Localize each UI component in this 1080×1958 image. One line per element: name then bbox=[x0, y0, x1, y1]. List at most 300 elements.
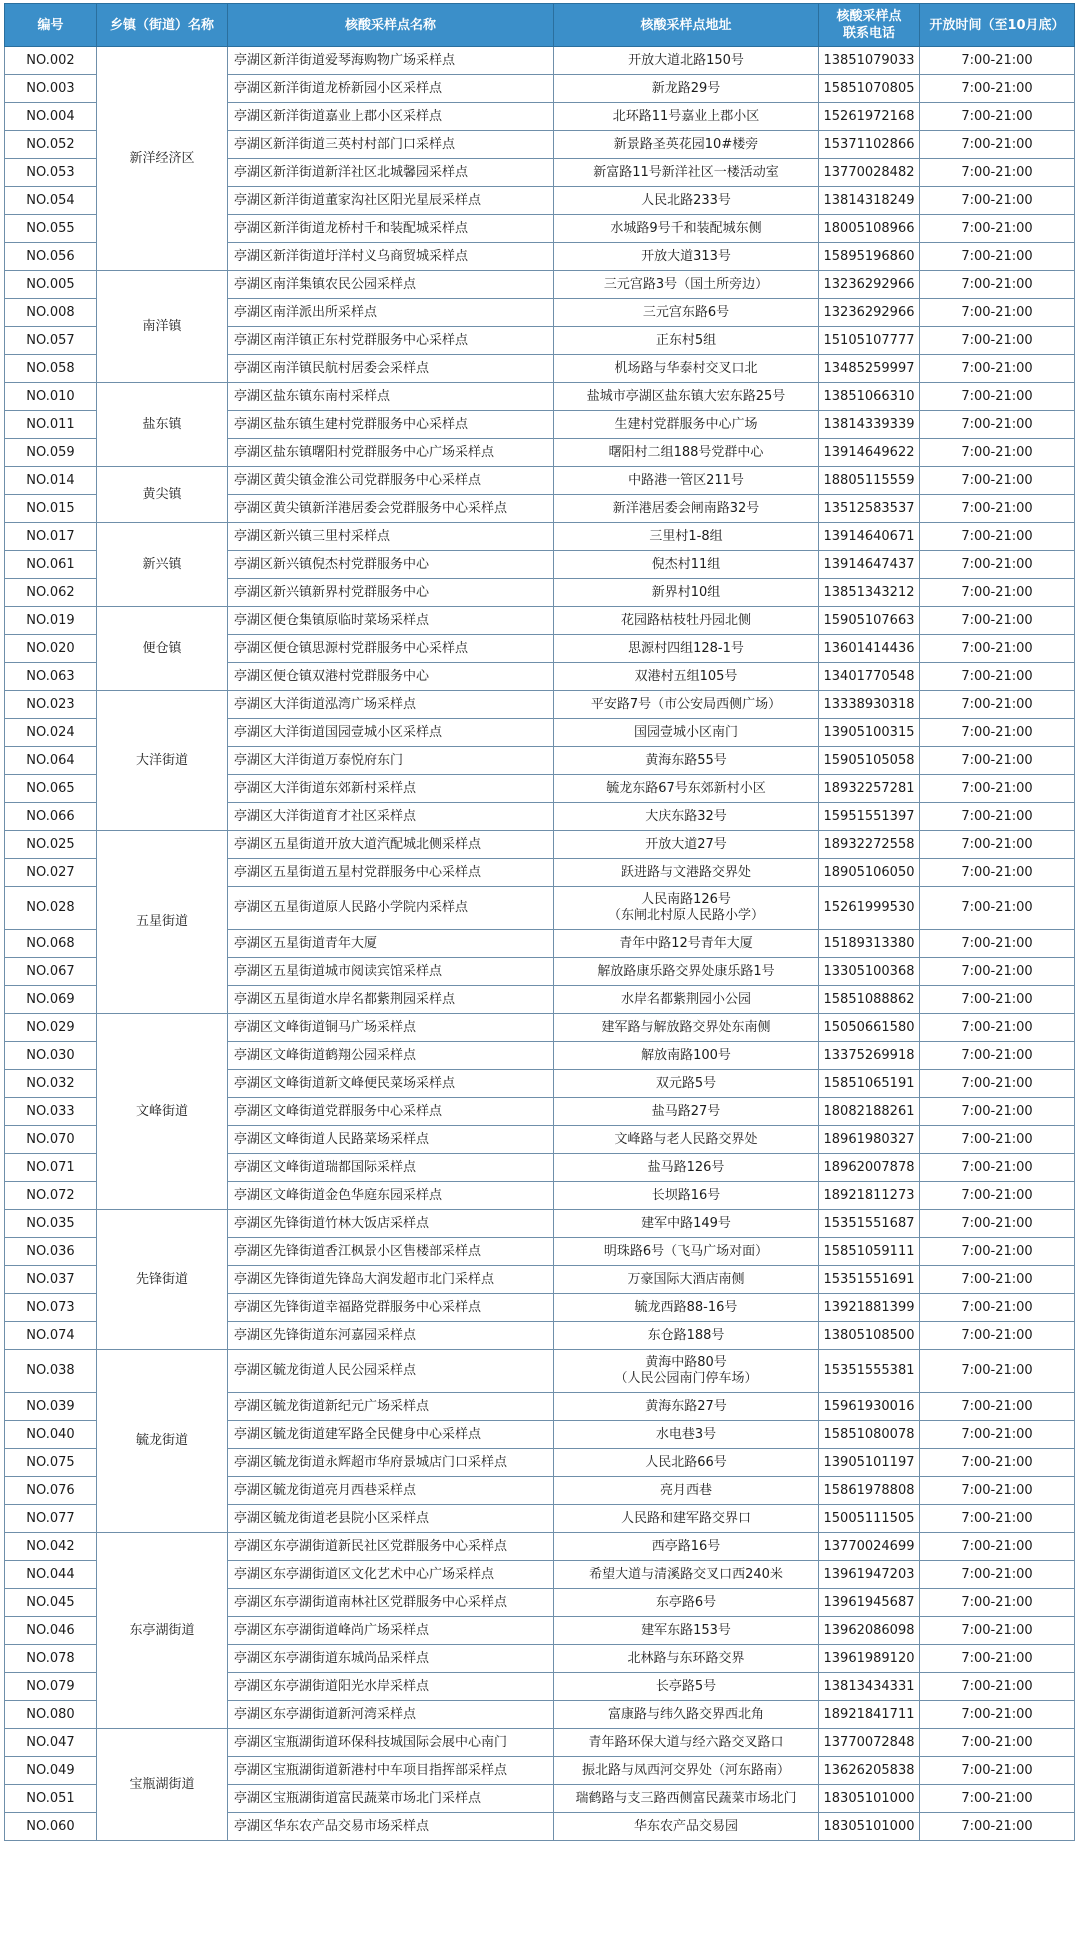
cell-address bbox=[554, 243, 819, 271]
cell-no: NO.017 bbox=[5, 523, 97, 551]
address-line: 新龙路29号 bbox=[651, 80, 721, 96]
cell-phone: 18921811273 bbox=[819, 1182, 920, 1210]
cell-phone: 13338930318 bbox=[819, 691, 920, 719]
table-row bbox=[5, 47, 1075, 75]
cell-hours: 7:00-21:00 bbox=[920, 1210, 1075, 1238]
cell-no: NO.055 bbox=[5, 215, 97, 243]
cell-no: NO.076 bbox=[5, 1477, 97, 1505]
cell-hours: 7:00-21:00 bbox=[920, 747, 1075, 775]
cell-phone: 18005108966 bbox=[819, 215, 920, 243]
cell-town: 南洋镇 bbox=[97, 271, 228, 383]
table-row bbox=[5, 467, 1075, 495]
cell-hours: 7:00-21:00 bbox=[920, 579, 1075, 607]
header-phone-line1: 核酸采样点 bbox=[836, 9, 902, 24]
cell-address bbox=[554, 1589, 819, 1617]
address-line: 黄海东路27号 bbox=[645, 1398, 727, 1414]
cell-site-name: 亭湖区新洋街道嘉业上郡小区采样点 bbox=[228, 103, 554, 131]
cell-address bbox=[554, 691, 819, 719]
cell-address bbox=[554, 1098, 819, 1126]
cell-address bbox=[554, 187, 819, 215]
address-line: 盐城市亭湖区盐东镇大宏东路25号 bbox=[586, 388, 786, 404]
cell-site-name: 亭湖区文峰街道金色华庭东园采样点 bbox=[228, 1182, 554, 1210]
cell-no: NO.073 bbox=[5, 1294, 97, 1322]
cell-phone: 13851066310 bbox=[819, 383, 920, 411]
cell-phone: 15851070805 bbox=[819, 75, 920, 103]
address-line: 建军中路149号 bbox=[641, 1215, 731, 1231]
address-line: 文峰路与老人民路交界处 bbox=[614, 1131, 758, 1147]
address-line: 平安路7号（市公安局西侧广场） bbox=[590, 696, 782, 712]
cell-site-name: 亭湖区五星街道城市阅读宾馆采样点 bbox=[228, 958, 554, 986]
cell-site-name: 亭湖区宝瓶湖街道新港村中车项目指挥部采样点 bbox=[228, 1757, 554, 1785]
address-line: 北环路11号嘉业上郡小区 bbox=[612, 108, 760, 124]
table-row bbox=[5, 1350, 1075, 1393]
cell-hours: 7:00-21:00 bbox=[920, 1350, 1075, 1393]
cell-site-name: 亭湖区大洋街道泓湾广场采样点 bbox=[228, 691, 554, 719]
cell-no: NO.053 bbox=[5, 159, 97, 187]
table-row bbox=[5, 1014, 1075, 1042]
address-line: 北林路与东环路交界 bbox=[627, 1650, 745, 1666]
cell-hours: 7:00-21:00 bbox=[920, 1070, 1075, 1098]
cell-hours: 7:00-21:00 bbox=[920, 1238, 1075, 1266]
cell-hours: 7:00-21:00 bbox=[920, 75, 1075, 103]
address-line: 青年路环保大道与经六路交叉路口 bbox=[588, 1734, 784, 1750]
cell-no: NO.051 bbox=[5, 1785, 97, 1813]
cell-no: NO.078 bbox=[5, 1645, 97, 1673]
cell-address bbox=[554, 215, 819, 243]
cell-site-name: 亭湖区宝瓶湖街道环保科技城国际会展中心南门 bbox=[228, 1729, 554, 1757]
address-line: 毓龙东路67号东郊新村小区 bbox=[606, 780, 766, 796]
address-line: 东亭路6号 bbox=[655, 1594, 717, 1610]
cell-address bbox=[554, 803, 819, 831]
cell-phone: 15261999530 bbox=[819, 887, 920, 930]
header-row bbox=[5, 4, 1075, 47]
cell-address bbox=[554, 439, 819, 467]
cell-address bbox=[554, 1182, 819, 1210]
cell-no: NO.045 bbox=[5, 1589, 97, 1617]
cell-hours: 7:00-21:00 bbox=[920, 495, 1075, 523]
cell-hours: 7:00-21:00 bbox=[920, 719, 1075, 747]
cell-phone: 18305101000 bbox=[819, 1813, 920, 1841]
cell-site-name: 亭湖区东亭湖街道峰尚广场采样点 bbox=[228, 1617, 554, 1645]
cell-hours: 7:00-21:00 bbox=[920, 1421, 1075, 1449]
cell-site-name: 亭湖区华东农产品交易市场采样点 bbox=[228, 1813, 554, 1841]
address-line: 东仓路188号 bbox=[647, 1327, 725, 1343]
cell-address bbox=[554, 159, 819, 187]
cell-no: NO.044 bbox=[5, 1561, 97, 1589]
cell-site-name: 亭湖区毓龙街道亮月西巷采样点 bbox=[228, 1477, 554, 1505]
cell-address bbox=[554, 411, 819, 439]
table-header bbox=[5, 4, 1075, 47]
cell-no: NO.040 bbox=[5, 1421, 97, 1449]
cell-no: NO.039 bbox=[5, 1393, 97, 1421]
cell-site-name: 亭湖区五星街道五星村党群服务中心采样点 bbox=[228, 859, 554, 887]
cell-hours: 7:00-21:00 bbox=[920, 1617, 1075, 1645]
cell-hours: 7:00-21:00 bbox=[920, 1393, 1075, 1421]
cell-no: NO.060 bbox=[5, 1813, 97, 1841]
address-line-2: （东闸北村原人民路小学） bbox=[607, 908, 764, 923]
cell-hours: 7:00-21:00 bbox=[920, 103, 1075, 131]
cell-no: NO.049 bbox=[5, 1757, 97, 1785]
cell-address bbox=[554, 1322, 819, 1350]
cell-address bbox=[554, 986, 819, 1014]
cell-hours: 7:00-21:00 bbox=[920, 1701, 1075, 1729]
cell-address bbox=[554, 271, 819, 299]
cell-phone: 13236292966 bbox=[819, 299, 920, 327]
cell-site-name: 亭湖区新兴镇新界村党群服务中心 bbox=[228, 579, 554, 607]
cell-address bbox=[554, 887, 819, 930]
cell-phone: 15961930016 bbox=[819, 1393, 920, 1421]
address-line: 希望大道与清溪路交叉口西240米 bbox=[589, 1566, 783, 1582]
cell-phone: 13770028482 bbox=[819, 159, 920, 187]
address-line: 国园壹城小区南门 bbox=[633, 724, 738, 740]
cell-hours: 7:00-21:00 bbox=[920, 383, 1075, 411]
cell-phone: 15189313380 bbox=[819, 930, 920, 958]
cell-site-name: 亭湖区毓龙街道建军路全民健身中心采样点 bbox=[228, 1421, 554, 1449]
cell-hours: 7:00-21:00 bbox=[920, 986, 1075, 1014]
cell-address bbox=[554, 635, 819, 663]
cell-no: NO.058 bbox=[5, 355, 97, 383]
table-row bbox=[5, 383, 1075, 411]
address-line: 机场路与华泰村交叉口北 bbox=[614, 360, 758, 376]
cell-no: NO.057 bbox=[5, 327, 97, 355]
cell-phone: 13914649622 bbox=[819, 439, 920, 467]
cell-no: NO.030 bbox=[5, 1042, 97, 1070]
cell-phone: 15895196860 bbox=[819, 243, 920, 271]
cell-site-name: 亭湖区大洋街道万泰悦府东门 bbox=[228, 747, 554, 775]
cell-address bbox=[554, 663, 819, 691]
cell-phone: 13601414436 bbox=[819, 635, 920, 663]
cell-hours: 7:00-21:00 bbox=[920, 1673, 1075, 1701]
address-line: 花园路枯枝牡丹园北侧 bbox=[620, 612, 751, 628]
cell-hours: 7:00-21:00 bbox=[920, 1126, 1075, 1154]
cell-address bbox=[554, 383, 819, 411]
cell-phone: 13512583537 bbox=[819, 495, 920, 523]
address-line: 万豪国际大酒店南侧 bbox=[627, 1271, 745, 1287]
address-line: 新景路圣英花园10#楼旁 bbox=[613, 136, 759, 152]
cell-hours: 7:00-21:00 bbox=[920, 1477, 1075, 1505]
cell-address bbox=[554, 859, 819, 887]
cell-no: NO.074 bbox=[5, 1322, 97, 1350]
cell-address bbox=[554, 131, 819, 159]
cell-address bbox=[554, 47, 819, 75]
address-line: 水岸名都紫荆园小公园 bbox=[620, 991, 751, 1007]
cell-phone: 15371102866 bbox=[819, 131, 920, 159]
cell-address bbox=[554, 1673, 819, 1701]
cell-phone: 13305100368 bbox=[819, 958, 920, 986]
cell-site-name: 亭湖区大洋街道国园壹城小区采样点 bbox=[228, 719, 554, 747]
cell-site-name: 亭湖区文峰街道人民路菜场采样点 bbox=[228, 1126, 554, 1154]
cell-town: 东亭湖街道 bbox=[97, 1533, 228, 1729]
address-line: 人民北路233号 bbox=[641, 192, 731, 208]
cell-hours: 7:00-21:00 bbox=[920, 930, 1075, 958]
cell-address bbox=[554, 1757, 819, 1785]
cell-phone: 18305101000 bbox=[819, 1785, 920, 1813]
address-line: 富康路与纬久路交界西北角 bbox=[607, 1706, 764, 1722]
cell-site-name: 亭湖区毓龙街道人民公园采样点 bbox=[228, 1350, 554, 1393]
address-line: 人民北路66号 bbox=[645, 1454, 727, 1470]
cell-address bbox=[554, 1505, 819, 1533]
cell-phone: 13905101197 bbox=[819, 1449, 920, 1477]
cell-site-name: 亭湖区毓龙街道老县院小区采样点 bbox=[228, 1505, 554, 1533]
address-line-2: （人民公园南门停车场） bbox=[614, 1371, 758, 1386]
cell-site-name: 亭湖区东亭湖街道东城尚品采样点 bbox=[228, 1645, 554, 1673]
cell-site-name: 亭湖区南洋派出所采样点 bbox=[228, 299, 554, 327]
cell-hours: 7:00-21:00 bbox=[920, 439, 1075, 467]
cell-address bbox=[554, 775, 819, 803]
cell-hours: 7:00-21:00 bbox=[920, 411, 1075, 439]
cell-site-name: 亭湖区新兴镇三里村采样点 bbox=[228, 523, 554, 551]
cell-site-name: 亭湖区先锋街道先锋岛大润发超市北门采样点 bbox=[228, 1266, 554, 1294]
address-line: 中路港一管区211号 bbox=[628, 472, 744, 488]
cell-site-name: 亭湖区南洋镇民航村居委会采样点 bbox=[228, 355, 554, 383]
cell-site-name: 亭湖区盐东镇曙阳村党群服务中心广场采样点 bbox=[228, 439, 554, 467]
cell-no: NO.023 bbox=[5, 691, 97, 719]
address-line: 建军东路153号 bbox=[641, 1622, 731, 1638]
cell-hours: 7:00-21:00 bbox=[920, 1645, 1075, 1673]
cell-address bbox=[554, 1210, 819, 1238]
cell-hours: 7:00-21:00 bbox=[920, 523, 1075, 551]
cell-hours: 7:00-21:00 bbox=[920, 1813, 1075, 1841]
cell-address bbox=[554, 930, 819, 958]
cell-site-name: 亭湖区东亭湖街道阳光水岸采样点 bbox=[228, 1673, 554, 1701]
cell-phone: 18962007878 bbox=[819, 1154, 920, 1182]
address-line: 长坝路16号 bbox=[651, 1187, 721, 1203]
cell-address bbox=[554, 1393, 819, 1421]
cell-no: NO.046 bbox=[5, 1617, 97, 1645]
cell-no: NO.068 bbox=[5, 930, 97, 958]
cell-phone: 18921841711 bbox=[819, 1701, 920, 1729]
cell-phone: 15351555381 bbox=[819, 1350, 920, 1393]
cell-town: 新兴镇 bbox=[97, 523, 228, 607]
cell-no: NO.037 bbox=[5, 1266, 97, 1294]
cell-hours: 7:00-21:00 bbox=[920, 1322, 1075, 1350]
cell-phone: 13770024699 bbox=[819, 1533, 920, 1561]
cell-hours: 7:00-21:00 bbox=[920, 215, 1075, 243]
cell-phone: 13401770548 bbox=[819, 663, 920, 691]
cell-site-name: 亭湖区新洋街道龙桥新园小区采样点 bbox=[228, 75, 554, 103]
address-line: 三元宫路3号（国土所旁边） bbox=[603, 276, 769, 292]
cell-hours: 7:00-21:00 bbox=[920, 607, 1075, 635]
cell-address bbox=[554, 299, 819, 327]
cell-address bbox=[554, 523, 819, 551]
cell-no: NO.028 bbox=[5, 887, 97, 930]
cell-site-name: 亭湖区新洋街道龙桥村千和装配城采样点 bbox=[228, 215, 554, 243]
cell-phone: 13914647437 bbox=[819, 551, 920, 579]
cell-hours: 7:00-21:00 bbox=[920, 831, 1075, 859]
address-line: 明珠路6号（飞马广场对面） bbox=[603, 1243, 769, 1259]
cell-phone: 18932257281 bbox=[819, 775, 920, 803]
table-row bbox=[5, 1210, 1075, 1238]
cell-town: 盐东镇 bbox=[97, 383, 228, 467]
cell-site-name: 亭湖区新兴镇倪杰村党群服务中心 bbox=[228, 551, 554, 579]
cell-address bbox=[554, 551, 819, 579]
address-line: 人民路和建军路交界口 bbox=[620, 1510, 751, 1526]
cell-address bbox=[554, 75, 819, 103]
address-line: 跃进路与文港路交界处 bbox=[620, 864, 751, 880]
cell-town: 文峰街道 bbox=[97, 1014, 228, 1210]
cell-site-name: 亭湖区南洋集镇农民公园采样点 bbox=[228, 271, 554, 299]
cell-no: NO.071 bbox=[5, 1154, 97, 1182]
address-line: 双元路5号 bbox=[655, 1075, 717, 1091]
address-line: 正东村5组 bbox=[655, 332, 717, 348]
cell-hours: 7:00-21:00 bbox=[920, 887, 1075, 930]
cell-no: NO.063 bbox=[5, 663, 97, 691]
cell-phone: 15261972168 bbox=[819, 103, 920, 131]
cell-hours: 7:00-21:00 bbox=[920, 1589, 1075, 1617]
cell-no: NO.065 bbox=[5, 775, 97, 803]
address-line: 盐马路27号 bbox=[651, 1103, 721, 1119]
cell-site-name: 亭湖区东亭湖街道新河湾采样点 bbox=[228, 1701, 554, 1729]
cell-phone: 13814318249 bbox=[819, 187, 920, 215]
header-phone bbox=[819, 4, 920, 47]
cell-town: 五星街道 bbox=[97, 831, 228, 1014]
cell-address bbox=[554, 607, 819, 635]
cell-hours: 7:00-21:00 bbox=[920, 467, 1075, 495]
cell-site-name: 亭湖区便仓集镇原临时菜场采样点 bbox=[228, 607, 554, 635]
cell-address bbox=[554, 958, 819, 986]
address-line: 开放大道北路150号 bbox=[628, 52, 744, 68]
cell-site-name: 亭湖区先锋街道幸福路党群服务中心采样点 bbox=[228, 1294, 554, 1322]
cell-hours: 7:00-21:00 bbox=[920, 1294, 1075, 1322]
cell-hours: 7:00-21:00 bbox=[920, 47, 1075, 75]
address-line: 三元宫东路6号 bbox=[642, 304, 730, 320]
cell-no: NO.015 bbox=[5, 495, 97, 523]
table-row bbox=[5, 607, 1075, 635]
cell-phone: 13905100315 bbox=[819, 719, 920, 747]
table-row bbox=[5, 1729, 1075, 1757]
header-site-name: 核酸采样点名称 bbox=[228, 4, 554, 47]
cell-phone: 18961980327 bbox=[819, 1126, 920, 1154]
cell-hours: 7:00-21:00 bbox=[920, 159, 1075, 187]
cell-address bbox=[554, 327, 819, 355]
cell-site-name: 亭湖区五星街道水岸名都紫荆园采样点 bbox=[228, 986, 554, 1014]
cell-address bbox=[554, 1449, 819, 1477]
cell-no: NO.077 bbox=[5, 1505, 97, 1533]
cell-hours: 7:00-21:00 bbox=[920, 187, 1075, 215]
cell-no: NO.011 bbox=[5, 411, 97, 439]
cell-site-name: 亭湖区东亭湖街道新民社区党群服务中心采样点 bbox=[228, 1533, 554, 1561]
address-line: 黄海东路55号 bbox=[645, 752, 727, 768]
cell-phone: 13770072848 bbox=[819, 1729, 920, 1757]
cell-no: NO.070 bbox=[5, 1126, 97, 1154]
cell-site-name: 亭湖区文峰街道党群服务中心采样点 bbox=[228, 1098, 554, 1126]
address-line: 亮月西巷 bbox=[659, 1482, 712, 1498]
address-line: 开放大道313号 bbox=[641, 248, 731, 264]
cell-no: NO.020 bbox=[5, 635, 97, 663]
cell-no: NO.061 bbox=[5, 551, 97, 579]
address-line: 华东农产品交易园 bbox=[633, 1818, 738, 1834]
cell-hours: 7:00-21:00 bbox=[920, 551, 1075, 579]
cell-address bbox=[554, 1533, 819, 1561]
address-line: 三里村1-8组 bbox=[649, 528, 723, 544]
cell-hours: 7:00-21:00 bbox=[920, 1533, 1075, 1561]
address-line: 盐马路126号 bbox=[647, 1159, 725, 1175]
address-line: 黄海中路80号 bbox=[645, 1355, 727, 1370]
header-hours: 开放时间（至10月底） bbox=[920, 4, 1075, 47]
cell-hours: 7:00-21:00 bbox=[920, 1154, 1075, 1182]
header-no: 编号 bbox=[5, 4, 97, 47]
cell-site-name: 亭湖区宝瓶湖街道富民蔬菜市场北门采样点 bbox=[228, 1785, 554, 1813]
cell-no: NO.002 bbox=[5, 47, 97, 75]
address-line: 开放大道27号 bbox=[645, 836, 727, 852]
cell-no: NO.066 bbox=[5, 803, 97, 831]
cell-no: NO.069 bbox=[5, 986, 97, 1014]
address-line: 思源村四组128-1号 bbox=[628, 640, 744, 656]
cell-site-name: 亭湖区黄尖镇新洋港居委会党群服务中心采样点 bbox=[228, 495, 554, 523]
cell-phone: 15851088862 bbox=[819, 986, 920, 1014]
address-line: 振北路与凤西河交界处（河东路南） bbox=[581, 1762, 790, 1778]
cell-site-name: 亭湖区东亭湖街道南林社区党群服务中心采样点 bbox=[228, 1589, 554, 1617]
cell-no: NO.075 bbox=[5, 1449, 97, 1477]
address-line: 毓龙西路88-16号 bbox=[634, 1299, 738, 1315]
table-body bbox=[5, 47, 1075, 1841]
cell-hours: 7:00-21:00 bbox=[920, 1757, 1075, 1785]
cell-phone: 13485259997 bbox=[819, 355, 920, 383]
cell-no: NO.032 bbox=[5, 1070, 97, 1098]
cell-no: NO.036 bbox=[5, 1238, 97, 1266]
cell-site-name: 亭湖区先锋街道竹林大饭店采样点 bbox=[228, 1210, 554, 1238]
cell-no: NO.014 bbox=[5, 467, 97, 495]
cell-site-name: 亭湖区文峰街道鹤翔公园采样点 bbox=[228, 1042, 554, 1070]
cell-address bbox=[554, 103, 819, 131]
cell-address bbox=[554, 1421, 819, 1449]
cell-phone: 15851065191 bbox=[819, 1070, 920, 1098]
cell-hours: 7:00-21:00 bbox=[920, 1266, 1075, 1294]
cell-address bbox=[554, 1070, 819, 1098]
cell-hours: 7:00-21:00 bbox=[920, 958, 1075, 986]
cell-site-name: 亭湖区盐东镇生建村党群服务中心采样点 bbox=[228, 411, 554, 439]
cell-hours: 7:00-21:00 bbox=[920, 299, 1075, 327]
address-line: 青年中路12号青年大厦 bbox=[619, 935, 753, 951]
cell-site-name: 亭湖区南洋镇正东村党群服务中心采样点 bbox=[228, 327, 554, 355]
cell-site-name: 亭湖区便仓镇思源村党群服务中心采样点 bbox=[228, 635, 554, 663]
cell-no: NO.079 bbox=[5, 1673, 97, 1701]
cell-site-name: 亭湖区毓龙街道新纪元广场采样点 bbox=[228, 1393, 554, 1421]
cell-phone: 15905107663 bbox=[819, 607, 920, 635]
cell-address bbox=[554, 1645, 819, 1673]
cell-address bbox=[554, 1813, 819, 1841]
cell-phone: 15105107777 bbox=[819, 327, 920, 355]
address-line: 新富路11号新洋社区一楼活动室 bbox=[593, 164, 779, 180]
cell-no: NO.062 bbox=[5, 579, 97, 607]
cell-phone: 13813434331 bbox=[819, 1673, 920, 1701]
cell-site-name: 亭湖区大洋街道东郊新村采样点 bbox=[228, 775, 554, 803]
cell-site-name: 亭湖区便仓镇双港村党群服务中心 bbox=[228, 663, 554, 691]
cell-no: NO.003 bbox=[5, 75, 97, 103]
cell-address bbox=[554, 1126, 819, 1154]
cell-site-name: 亭湖区新洋街道爱琴海购物广场采样点 bbox=[228, 47, 554, 75]
cell-site-name: 亭湖区新洋街道圩洋村义乌商贸城采样点 bbox=[228, 243, 554, 271]
cell-address bbox=[554, 355, 819, 383]
address-line: 曙阳村二组188号党群中心 bbox=[608, 444, 764, 460]
cell-phone: 13626205838 bbox=[819, 1757, 920, 1785]
cell-no: NO.027 bbox=[5, 859, 97, 887]
cell-hours: 7:00-21:00 bbox=[920, 1098, 1075, 1126]
cell-no: NO.080 bbox=[5, 1701, 97, 1729]
cell-no: NO.019 bbox=[5, 607, 97, 635]
cell-no: NO.054 bbox=[5, 187, 97, 215]
cell-address bbox=[554, 1042, 819, 1070]
cell-phone: 15851059111 bbox=[819, 1238, 920, 1266]
cell-site-name: 亭湖区东亭湖街道区文化艺术中心广场采样点 bbox=[228, 1561, 554, 1589]
cell-no: NO.064 bbox=[5, 747, 97, 775]
cell-site-name: 亭湖区先锋街道东河嘉园采样点 bbox=[228, 1322, 554, 1350]
cell-address bbox=[554, 1014, 819, 1042]
table-row bbox=[5, 271, 1075, 299]
cell-phone: 13814339339 bbox=[819, 411, 920, 439]
cell-address bbox=[554, 831, 819, 859]
cell-hours: 7:00-21:00 bbox=[920, 271, 1075, 299]
